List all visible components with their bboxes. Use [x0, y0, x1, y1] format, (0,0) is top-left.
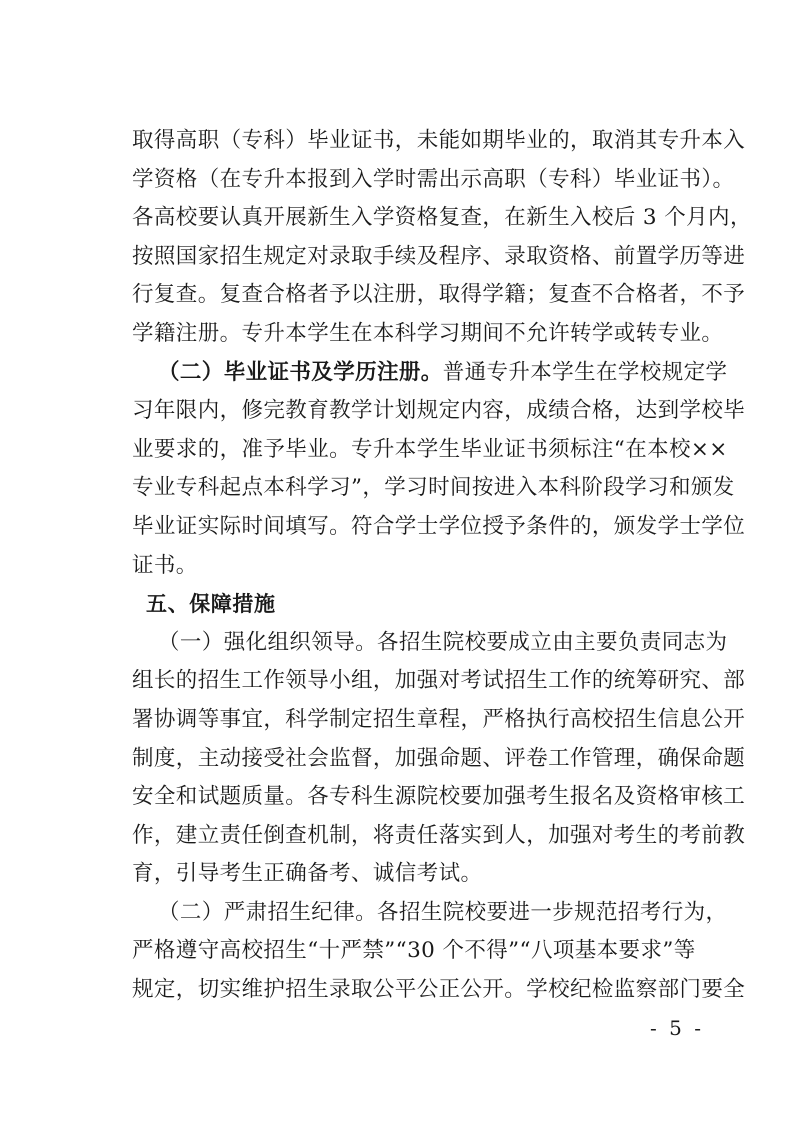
- text-line: 安全和试题质量。各专科生源院校要加强考生报名及资格审核工: [132, 784, 746, 810]
- document-body: [132, 122, 752, 1010]
- paragraph-admission-review: [132, 122, 752, 354]
- paragraph-graduation-certificate: [132, 354, 746, 586]
- text-line: 作，建立责任倒查机制，将责任落实到人，加强对考生的考前教: [132, 822, 746, 848]
- paragraph-lead: （二）严肃招生纪律。: [158, 899, 378, 925]
- text-line: 制度，主动接受社会监督，加强命题、评卷工作管理，确保命题: [132, 745, 746, 771]
- paragraph-lead-rest: 普通专升本学生在学校规定学: [442, 359, 728, 385]
- text-line: 学资格（在专升本报到入学时需出示高职（专科）毕业证书）。: [132, 166, 735, 192]
- paragraph-lead: （二）毕业证书及学历注册。: [158, 359, 443, 385]
- paragraph-lead-rest: 各招生院校要进一步规范招考行为，: [377, 899, 728, 925]
- section-heading: 五、保障措施: [146, 592, 276, 617]
- text-line: 各高校要认真开展新生入学资格复查，在新生入校后 3 个月内，: [132, 205, 752, 231]
- paragraph-organization-leadership: [132, 624, 746, 894]
- text-line: 行复查。复查合格者予以注册，取得学籍；复查不合格者，不予: [132, 282, 746, 308]
- page-number: - 5 -: [650, 1016, 704, 1040]
- text-line-first: [132, 624, 728, 663]
- paragraph-admission-discipline: [132, 894, 746, 1010]
- text-line: 学籍注册。专升本学生在本科学习期间不允许转学或转专业。: [132, 320, 724, 346]
- text-line: 严格遵守高校招生“十严禁”“30 个不得”“八项基本要求”等: [132, 938, 696, 964]
- text-line: 规定，切实维护招生录取公平公正公开。学校纪检监察部门要全: [132, 977, 746, 1003]
- text-line: 习年限内，修完教育教学计划规定内容，成绩合格，达到学校毕: [132, 398, 746, 424]
- text-line: 按照国家招生规定对录取手续及程序、录取资格、前置学历等进: [132, 243, 746, 269]
- paragraph-lead: （一）强化组织领导。: [158, 629, 378, 655]
- text-line-first: [132, 354, 728, 393]
- text-line: 组长的招生工作领导小组，加强对考试招生工作的统筹研究、部: [132, 668, 746, 694]
- text-line: 育，引导考生正确备考、诚信考试。: [132, 861, 483, 887]
- text-line: 取得高职（专科）毕业证书，未能如期毕业的，取消其专升本入: [132, 128, 746, 153]
- text-line: 业要求的，准予毕业。专升本学生毕业证书须标注“在本校××: [132, 436, 728, 462]
- paragraph-lead-rest: 各招生院校要成立由主要负责同志为: [377, 629, 728, 655]
- text-line: 专业专科起点本科学习”，学习时间按进入本科阶段学习和颁发: [132, 475, 735, 501]
- text-line: 毕业证实际时间填写。符合学士学位授予条件的，颁发学士学位: [132, 513, 746, 539]
- text-line: 证书。: [132, 552, 198, 578]
- text-line: 署协调等事宜，科学制定招生章程，严格执行高校招生信息公开: [132, 706, 746, 732]
- text-line-first: [132, 894, 728, 933]
